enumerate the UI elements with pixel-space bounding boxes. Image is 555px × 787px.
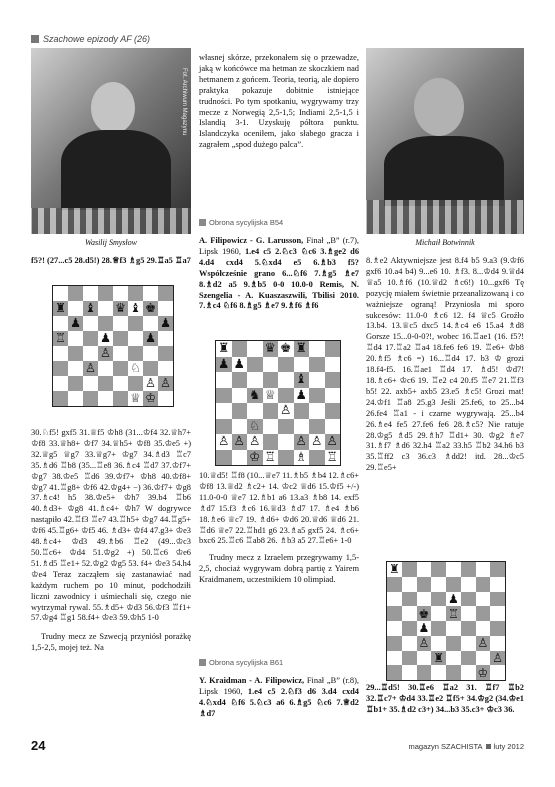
footer-square-icon xyxy=(486,744,491,749)
board-square xyxy=(309,357,325,373)
board-square xyxy=(309,403,325,419)
board-square xyxy=(417,592,432,607)
board-square xyxy=(83,346,98,361)
board-square xyxy=(143,361,158,376)
chess-piece: ♟ xyxy=(294,388,310,404)
chess-piece: ♝ xyxy=(294,372,310,388)
chess-diagram-3 xyxy=(386,561,506,681)
chess-piece: ♙ xyxy=(216,434,232,450)
board-square xyxy=(68,301,83,316)
board-square xyxy=(431,562,446,577)
chess-diagram-1 xyxy=(52,285,174,407)
chess-piece: ♝ xyxy=(84,301,97,316)
board-square xyxy=(431,636,446,651)
opening-label-2: Obrona sycylijska B61 xyxy=(199,658,283,667)
chess-piece: ♜ xyxy=(433,650,445,665)
board-square xyxy=(446,621,461,636)
board-square xyxy=(247,341,263,357)
board-square xyxy=(278,434,294,450)
magazine-name: magazyn SZACHISTA xyxy=(408,742,483,751)
board-square xyxy=(417,577,432,592)
board-square xyxy=(232,450,248,466)
board-square xyxy=(68,346,83,361)
board-square xyxy=(143,346,158,361)
board-square xyxy=(158,361,173,376)
board-square xyxy=(216,372,232,388)
board-square xyxy=(294,419,310,435)
board-square xyxy=(294,357,310,373)
board-square xyxy=(476,562,491,577)
chess-piece: ♙ xyxy=(232,434,248,450)
board-square xyxy=(247,372,263,388)
game-annotation: 10.♕d5! ♖f8 (10...♕e7 11.♗b5 ♗b4 12.♗c6+ ♔f8 13.♕d2 ♗c2+ 14. ♔c2 ♕d6 15.♔f5 +/-) 11.0-0-0 ♕e7 12.♗b1 a6 13.a3 ♗b8 14. exf5 ♗d7 15.f3 ♗c6 16.♕d3 ♗d7 17. ♗e4 ♗b6 18.♗e6 ♕c7 19. ♗d6+ ♔d6 20.♕d6 ♕d6 21. ♖d6 ♕e7 22.♖hd1 g6 23.♗a5 gxf5 24. ♗c6+ bxc6 25.♖c6 ♖ab8 26. ♗b3 a5 27.♖e6+ 1-0 xyxy=(199,471,359,546)
board-square xyxy=(247,403,263,419)
board-square xyxy=(402,651,417,666)
board-square xyxy=(431,621,446,636)
board-square xyxy=(98,391,113,406)
board-square xyxy=(263,372,279,388)
board-square xyxy=(53,391,68,406)
board-square xyxy=(113,346,128,361)
board-square xyxy=(113,361,128,376)
board-square xyxy=(417,651,432,666)
chess-piece: ♘ xyxy=(247,419,263,435)
board-square xyxy=(325,357,341,373)
board-square xyxy=(83,316,98,331)
board-square xyxy=(309,388,325,404)
column-1-top xyxy=(31,256,191,267)
chess-piece: ♖ xyxy=(54,331,67,346)
board-square xyxy=(446,665,461,680)
board-square xyxy=(490,621,505,636)
chess-piece: ♚ xyxy=(144,301,157,316)
board-square xyxy=(431,592,446,607)
game-moves: 29...♖d5! 30.♖e6 ♖a2 31. ♖f7 ♖b2 32.♖c7+ ♔d4 33.♖e2 ♖f5+ 34.♔g2 (34.♔e1 ♖b1+ 35.♗d2 c3+) 34...b3 35.c3+ ♔c3 36. xyxy=(366,683,524,714)
board-square xyxy=(232,403,248,419)
board-square xyxy=(490,562,505,577)
chess-piece: ♛ xyxy=(114,301,127,316)
board-square xyxy=(461,577,476,592)
chess-piece: ♝ xyxy=(129,301,142,316)
board-square xyxy=(446,577,461,592)
chess-piece: ♖ xyxy=(325,450,341,466)
board-square xyxy=(128,286,143,301)
board-square xyxy=(461,606,476,621)
board-square xyxy=(232,372,248,388)
board-square xyxy=(68,286,83,301)
paragraph: Trudny mecz z Izraelem przegrywamy 1,5-2,5, chociaż wygrywam dobrą partię z Yairem Kraidmanem, uczestnikiem 10 olimpiad. xyxy=(199,553,359,585)
board-square xyxy=(113,391,128,406)
board-square xyxy=(158,331,173,346)
column-3-top xyxy=(366,256,524,474)
board-square xyxy=(158,286,173,301)
board-square xyxy=(113,286,128,301)
board-square xyxy=(490,592,505,607)
board-square xyxy=(461,651,476,666)
board-square xyxy=(325,403,341,419)
board-square xyxy=(113,331,128,346)
chess-piece: ♞ xyxy=(247,388,263,404)
paragraph: własnej skórze, przekonałem się o przewadze, jaką w końcówce ma hetman ze skoczkiem nad hetmanem z gońcem. Teoria, teorią, ale dopiero praktyka pokazuje dobitnie istniejące trudności. Po tym spotkaniu, wygrywamy trzy mecze z Norwegią 2,5-1,5; Indiami 2,5-1,5 i Islandią 3-1. Uzyskuję półtora punktu. Islandczyka oceniłem, jako słabego gracza i zagrałem „spod dużego palca”. xyxy=(199,53,359,150)
board-square xyxy=(402,592,417,607)
board-square xyxy=(309,419,325,435)
board-square xyxy=(476,606,491,621)
chess-piece: ♘ xyxy=(129,361,142,376)
game-event: Finał „B” (r.8), Lipsk 1960, xyxy=(199,676,359,696)
chess-piece: ♙ xyxy=(247,434,263,450)
chess-piece: ♕ xyxy=(263,388,279,404)
chess-piece: ♟ xyxy=(69,316,82,331)
board-square xyxy=(461,636,476,651)
chess-piece: ♟ xyxy=(144,331,157,346)
chess-piece: ♙ xyxy=(309,434,325,450)
board-square xyxy=(68,391,83,406)
board-square xyxy=(216,388,232,404)
board-square xyxy=(68,361,83,376)
board-square xyxy=(113,316,128,331)
board-square xyxy=(461,592,476,607)
chess-piece: ♙ xyxy=(278,403,294,419)
chess-piece: ♖ xyxy=(447,606,459,621)
board-square xyxy=(158,391,173,406)
board-square xyxy=(98,361,113,376)
chess-piece: ♙ xyxy=(159,376,172,391)
chess-piece: ♖ xyxy=(263,450,279,466)
game-moves: 1.e4 c5 2.♘c3 ♘c6 3.♗ge2 d6 4.d4 cxd4 5.♘xd4 e5 6.♗b3 f5? Współcześnie grano 6...♘f6 7.♗g5 ♗e7 8.♗d2 a5 9.♗b5 0-0 10.0-0 Remis, N. Szengelia - A. Kuaszaszwili, Tbilisi 2010. 7.♗c4 ♘f6 8.♗g5 ♗e7 9.♗f6 ♗f6 xyxy=(199,246,360,311)
board-square xyxy=(387,621,402,636)
board-square xyxy=(325,341,341,357)
board-square xyxy=(232,341,248,357)
game-players: Y. Kraidman - A. Filipowicz, xyxy=(199,676,305,685)
column-1-bottom xyxy=(31,428,191,654)
board-square xyxy=(446,636,461,651)
magazine-footer xyxy=(408,742,524,751)
board-square xyxy=(387,665,402,680)
chess-piece: ♙ xyxy=(99,346,112,361)
board-square xyxy=(83,376,98,391)
board-square xyxy=(325,388,341,404)
board-square xyxy=(387,651,402,666)
board-square xyxy=(387,592,402,607)
board-square xyxy=(402,621,417,636)
board-square xyxy=(263,357,279,373)
board-square xyxy=(431,665,446,680)
board-square xyxy=(232,419,248,435)
chess-piece: ♔ xyxy=(477,665,489,680)
page-number: 24 xyxy=(31,738,46,753)
chess-piece: ♟ xyxy=(418,621,430,636)
game-annotation: 30.♘f5! gxf5 31.♕f5 ♔h8 (31...♔f4 32.♕h7+ ♔f8 33.♕h8+ ♔f7 34.♕h5+ ♔f8 35.♔e5 +) 32.♕g5 ♕g7 33.♕g7+ ♔g7 34.♗d3 ♖c7 35.♗d6 ♖b8 (35...♖e8 36.♗c4 ♖d7 37.♔f7+ ♔g7 38.♔e5 ♖d6 39.♔f7+ ♔h8 40.♔f8+ ♔g7 41.♖g8+ ♔f6 42.♔g4+ −) 36.♔f7+ ♔g8 37.♗c4! h5 38.♔e5+ ♔h7 39.b4 ♖b6 40.♗d3+ ♔g8 41.♗c4+ ♔h7 W dogrywce nastąpiło 42.♖f3 ♖e7 43.♖h5+ ♔g7 44.♖g5+ ♔f6 45.♖g6+ ♔f5 46. ♗d3+ ♔f4 47.g3+ ♔e3 48.♗c4+ ♔d3 49.♗b6 ♖e2 (49...♔c3 50.♖c6+ ♔d4 51.♔g2 +) 50.♖c6 ♔e6 51.♗d5 ♖e1+ 52.♔g2 ♔g5 53. f4+ ♔e3 54.h4 ♔e4 Teraz zacząłem się zastanawiać nad każdym ruchem po 10 minut, podchodziłi liczni zawodnicy i uśmiechali się, czego nie wytrzymał rywal. 55.♗d5+ ♔d3 56.♔f3 ♖f1+ 57.♔g4 ♖g1 58.f4+ ♔e3 59.♔h5 1-0 xyxy=(31,428,191,623)
chess-piece: ♟ xyxy=(447,591,459,606)
board-square xyxy=(278,357,294,373)
board-square xyxy=(83,391,98,406)
chess-piece: ♟ xyxy=(159,316,172,331)
board-square xyxy=(476,651,491,666)
board-square xyxy=(113,376,128,391)
chess-piece: ♛ xyxy=(263,341,279,357)
photo-smyslov xyxy=(31,48,191,234)
board-square xyxy=(490,665,505,680)
game-2-header xyxy=(199,676,359,720)
game-players: A. Filipowicz - G. Larusson, xyxy=(199,236,304,245)
header-square-icon xyxy=(31,35,39,43)
board-square xyxy=(476,592,491,607)
chess-piece: ♙ xyxy=(492,650,504,665)
column-3-bottom xyxy=(366,683,524,716)
board-square xyxy=(402,577,417,592)
board-square xyxy=(158,301,173,316)
board-square xyxy=(309,341,325,357)
board-square xyxy=(98,376,113,391)
board-square xyxy=(417,665,432,680)
label-square-icon xyxy=(199,659,206,666)
chess-piece: ♔ xyxy=(144,391,157,406)
chess-piece: ♙ xyxy=(294,434,310,450)
game-moves: 1.e4 c5 2.♘f3 d6 3.d4 cxd4 4.♘xd4 ♘f6 5.♘c3 a6 6.♗g5 ♘c6 7.♕d2 ♗d7 xyxy=(199,686,359,718)
chess-piece: ♟ xyxy=(216,357,232,373)
board-square xyxy=(476,621,491,636)
column-2-bottom xyxy=(199,471,359,586)
board-square xyxy=(216,403,232,419)
chess-piece: ♙ xyxy=(325,434,341,450)
board-square xyxy=(402,665,417,680)
board-square xyxy=(247,357,263,373)
board-square xyxy=(490,636,505,651)
chess-piece: ♙ xyxy=(84,361,97,376)
column-2-top xyxy=(199,53,359,151)
chess-piece: ♚ xyxy=(418,606,430,621)
game-1-header xyxy=(199,236,359,312)
board-square xyxy=(490,577,505,592)
caption-botvinnik: Michaił Botwinnik xyxy=(415,238,475,247)
board-square xyxy=(446,651,461,666)
section-header: Szachowe epizody AF (26) xyxy=(31,34,150,44)
board-square xyxy=(461,562,476,577)
chess-piece: ♗ xyxy=(294,450,310,466)
board-square xyxy=(83,331,98,346)
board-square xyxy=(325,372,341,388)
board-square xyxy=(387,577,402,592)
chess-piece: ♙ xyxy=(418,636,430,651)
opening-label-1: Obrona sycylijska B54 xyxy=(199,218,283,227)
board-square xyxy=(83,286,98,301)
board-square xyxy=(128,331,143,346)
board-square xyxy=(128,346,143,361)
chess-piece: ♜ xyxy=(388,562,400,577)
chess-piece: ♙ xyxy=(144,376,157,391)
board-square xyxy=(98,286,113,301)
board-square xyxy=(402,562,417,577)
board-square xyxy=(278,419,294,435)
board-square xyxy=(431,577,446,592)
game-annotation: 8.♗e2 Aktywniejsze jest 8.f4 b5 9.a3 (9.♔f6 gxf6 10.a4 b4) 9...e6 10. ♗f3. 8...♔d4 9.♕d4 ♕a5 10.♗f6 (10.♕d2 ♗c6!) 10...gxf6 Tę pozycję miałem świetnie przeanalizowaną i co ważniejsze ograną! Przyniosła mi sporo sukcesów: 11.0-0 ♗c6 12. f4 ♕c5 Groźło 13.b4. 13.♕c5 dxc5 14.♗c4 e6 15.a4 ♗d8 Gorsze 15...0-0-0?!, wobec 16.♖ae1 (16. f5?! ♖d4 17.♖a2 ♖a4 18.fe6 fe6 19. ♖e6+ ♔b8 20.♗f5 ♗c6 =) 16...♖d4 17. b3 ♔ grozi 18.f4-f5. 16.♖ae1 ♖d4 17. ♗d5! ♔d7! 18.♗c6+ ♔c6 19. ♖e2 c4 20.f5 ♖e7 21.♖f3 b5! 22. axb5+ axb5 23.e5 ♗c5! Grozi mat! 24.♔f1 ♖a8 25.g3 Jeśli 25.fe6, to 25...b4 26.fe4 ♖a1 - i czarne wygrywają. 25...b4 26.♗e4 fe5 27.fe6 fe6 28.♗c5? Nie ratuje 28.♔g5 ♗d5 29.♗h7 ♖d1+ 30. ♔g2 ♗e7 31.♗f7 ♗d6 32.h4 ♖a2 33.h5 ♖b2 34.h6 b3 35.♖ff2 c3 36.c3 ♗dd2! itd. 28...♔c5 29.♖e5+ xyxy=(366,256,524,473)
board-square xyxy=(53,286,68,301)
board-square xyxy=(143,286,158,301)
board-square xyxy=(263,419,279,435)
game-moves: f5?! (27...c5 28.d5!) 28.♕f3 ♗g5 29.♖a5 ♖a7 xyxy=(31,256,191,265)
board-square xyxy=(294,403,310,419)
board-square xyxy=(490,606,505,621)
board-square xyxy=(402,636,417,651)
chess-piece: ♟ xyxy=(99,331,112,346)
board-square xyxy=(263,434,279,450)
board-square xyxy=(387,636,402,651)
board-square xyxy=(68,376,83,391)
board-square xyxy=(431,606,446,621)
board-square xyxy=(143,316,158,331)
chess-piece: ♟ xyxy=(232,357,248,373)
board-square xyxy=(53,346,68,361)
board-square xyxy=(461,621,476,636)
photo-botvinnik xyxy=(366,48,524,234)
board-square xyxy=(278,388,294,404)
board-square xyxy=(278,450,294,466)
board-square xyxy=(216,450,232,466)
board-square xyxy=(309,372,325,388)
board-square xyxy=(98,301,113,316)
board-square xyxy=(325,419,341,435)
board-square xyxy=(461,665,476,680)
caption-smyslov: Wasilij Smysłow xyxy=(85,238,137,247)
board-square xyxy=(53,376,68,391)
chess-piece: ♙ xyxy=(477,636,489,651)
board-square xyxy=(387,606,402,621)
game-event: Finał „B” (r.7), Lipsk 1960, xyxy=(199,236,360,256)
board-square xyxy=(98,316,113,331)
issue-date: luty 2012 xyxy=(493,742,524,751)
board-square xyxy=(402,606,417,621)
board-square xyxy=(278,372,294,388)
board-square xyxy=(216,419,232,435)
chess-piece: ♜ xyxy=(54,301,67,316)
chess-piece: ♜ xyxy=(216,341,232,357)
paragraph: Trudny mecz ze Szwecją przyniósł porażkę 1,5-2,5, mojej też. Na xyxy=(31,632,191,653)
board-square xyxy=(158,346,173,361)
board-square xyxy=(128,316,143,331)
label-square-icon xyxy=(199,219,206,226)
chess-piece: ♔ xyxy=(247,450,263,466)
chess-piece: ♚ xyxy=(278,341,294,357)
board-square xyxy=(309,450,325,466)
board-square xyxy=(128,376,143,391)
board-square xyxy=(232,388,248,404)
board-square xyxy=(68,331,83,346)
photo-credit: Fot. Archiwum Magazynu xyxy=(181,68,187,136)
chess-diagram-2 xyxy=(215,340,341,466)
board-square xyxy=(53,361,68,376)
board-square xyxy=(476,577,491,592)
board-square xyxy=(417,562,432,577)
board-square xyxy=(263,403,279,419)
board-square xyxy=(446,562,461,577)
board-square xyxy=(53,316,68,331)
chess-piece: ♕ xyxy=(129,391,142,406)
chess-piece: ♜ xyxy=(294,341,310,357)
